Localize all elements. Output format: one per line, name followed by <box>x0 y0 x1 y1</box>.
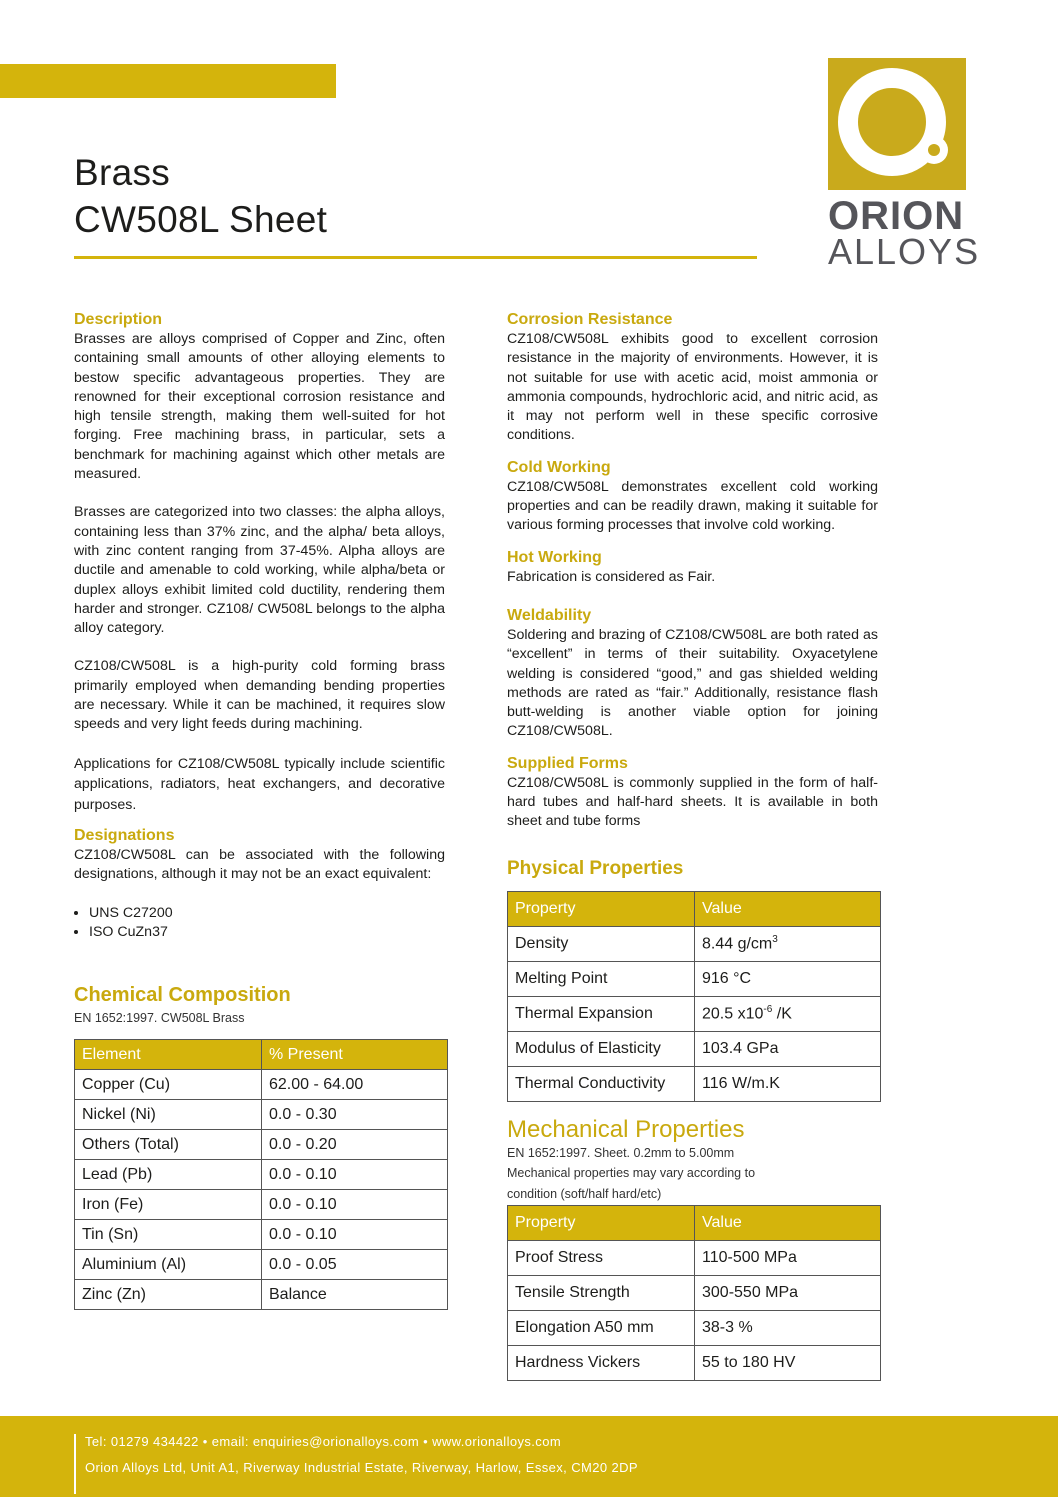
table-row <box>75 1250 448 1280</box>
designations-text: CZ108/CW508L can be associated with the following designations, although it may not be an exact equivalent: <box>74 847 445 883</box>
table-row <box>75 1190 448 1220</box>
right-column <box>507 310 878 1381</box>
table-row <box>75 1100 448 1130</box>
table-row <box>75 1160 448 1190</box>
description-paragraph-4: Applications for CZ108/CW508L typically include scientific applications, radiators, heat exchangers, and decorative purposes. <box>74 755 445 813</box>
value-cell: 0.0 - 0.05 <box>262 1250 448 1280</box>
table-header-row <box>508 1205 881 1240</box>
table-header-row <box>75 1040 448 1070</box>
value-cell: 0.0 - 0.10 <box>262 1190 448 1220</box>
physical-properties-heading: Physical Properties <box>507 857 684 879</box>
element-cell: Others (Total) <box>75 1130 262 1160</box>
element-cell: Copper (Cu) <box>75 1070 262 1100</box>
mechanical-subtitle-2: Mechanical properties may vary according to <box>507 1165 756 1180</box>
property-cell: Density <box>508 926 695 961</box>
property-cell: Hardness Vickers <box>508 1345 695 1380</box>
top-accent-bar <box>0 64 336 98</box>
designations-heading: Designations <box>74 827 175 845</box>
supplied-forms-text: CZ108/CW508L is commonly supplied in the form of half-hard tubes and half-hard sheets. It is available in both sheet and tube forms <box>507 774 878 830</box>
supplied-forms-heading: Supplied Forms <box>507 754 628 772</box>
table-row <box>508 1031 881 1066</box>
mechanical-properties-heading: Mechanical Properties <box>507 1115 745 1143</box>
property-cell: Proof Stress <box>508 1240 695 1275</box>
list-item: • ISO CuZn37 <box>89 923 445 942</box>
description-paragraph-2: Brasses are categorized into two classes: the alpha alloys, containing less than 37% zinc, and the alpha/ beta alloys, with zinc content ranging from 37-45%. Alpha alloys are ductile and amenable to cold working, while alpha/beta or duplex alloys exhibit limited cold ductility, rendering them harder and stronger. CZ108/ CW508L belongs to the alpha alloy category. <box>74 504 445 637</box>
table-row <box>75 1070 448 1100</box>
property-cell: Modulus of Elasticity <box>508 1031 695 1066</box>
value-cell: 116 W/m.K <box>695 1066 881 1101</box>
column-header-value: Value <box>695 1205 881 1240</box>
value-cell: 110-500 MPa <box>695 1240 881 1275</box>
element-cell: Nickel (Ni) <box>75 1100 262 1130</box>
cold-working-text: CZ108/CW508L demonstrates excellent cold working properties and can be readily drawn, making it suitable for various forming processes that involve cold working. <box>507 478 878 534</box>
value-cell: 38-3 % <box>695 1310 881 1345</box>
table-row <box>75 1130 448 1160</box>
property-cell: Thermal Conductivity <box>508 1066 695 1101</box>
table-row <box>508 1275 881 1310</box>
footer-address: Orion Alloys Ltd, Unit A1, Riverway Industrial Estate, Riverway, Harlow, Essex, CM20 2DP <box>85 1460 638 1475</box>
mechanical-properties-table <box>507 1205 881 1381</box>
column-header-property: Property <box>508 1205 695 1240</box>
element-cell: Lead (Pb) <box>75 1160 262 1190</box>
page-title: Brass <box>74 152 171 193</box>
column-header-present: % Present <box>262 1040 448 1070</box>
value-cell: 300-550 MPa <box>695 1275 881 1310</box>
table-row <box>508 961 881 996</box>
description-paragraph-3: CZ108/CW508L is a high-purity cold forming brass primarily employed when demanding bending properties are necessary. While it can be machined, it requires slow speeds and very light feeds during machining. <box>74 658 445 733</box>
title-divider <box>74 256 757 259</box>
value-cell: 0.0 - 0.10 <box>262 1220 448 1250</box>
chemical-subtitle: EN 1652:1997. CW508L Brass <box>74 1011 245 1026</box>
footer-contact: Tel: 01279 434422 • email: enquiries@orionalloys.com • www.orionalloys.com <box>85 1434 562 1449</box>
chemical-composition-table <box>74 1039 448 1310</box>
table-header-row <box>508 891 881 926</box>
value-cell: 0.0 - 0.30 <box>262 1100 448 1130</box>
mechanical-subtitle-3: condition (soft/half hard/etc) <box>507 1186 662 1201</box>
property-cell: Thermal Expansion <box>508 996 695 1031</box>
page-subtitle: CW508L Sheet <box>74 199 328 240</box>
logo-text-orion: ORION <box>828 194 965 238</box>
orion-alloys-logo <box>828 58 981 272</box>
logo-text-alloys: ALLOYS <box>828 231 981 272</box>
left-column <box>74 310 445 1310</box>
description-paragraph-1: Brasses are alloys comprised of Copper and Zinc, often containing small amounts of other alloying elements to bestow specific advantageous properties. They are renowned for their exceptional corrosion resistance and high tensile strength, making them well-suited for hot forging. Free machining brass, in particular, sets a benchmark for machining against which other metals are measured. <box>74 331 445 483</box>
value-cell: 55 to 180 HV <box>695 1345 881 1380</box>
weldability-text: Soldering and brazing of CZ108/CW508L are both rated as “excellent” in terms of their suitability. Oxyacetylene welding is considered “good,” and gas shielded welding methods are rated as “fair.” Additionally, resistance flash butt-welding is another viable option for joining CZ108/CW508L. <box>507 626 878 740</box>
physical-properties-table <box>507 891 881 1102</box>
property-cell: Melting Point <box>508 961 695 996</box>
value-cell: 0.0 - 0.10 <box>262 1160 448 1190</box>
logo-mark <box>828 58 966 190</box>
corrosion-text: CZ108/CW508L exhibits good to excellent corrosion resistance in the majority of environments. However, it is not suitable for use with acetic acid, moist ammonia or ammonia compounds, hydrochloric acid, and nitric acid, as it may not perform well in these specific corrosive conditions. <box>507 331 878 444</box>
element-cell: Tin (Sn) <box>75 1220 262 1250</box>
column-header-value: Value <box>695 891 881 926</box>
value-cell: 8.44 $g/cm^3$ <box>695 926 881 961</box>
value-cell: Balance <box>262 1280 448 1310</box>
description-heading: Description <box>74 311 163 328</box>
hot-working-text: Fabrication is considered as Fair. <box>507 568 716 585</box>
property-cell: Tensile Strength <box>508 1275 695 1310</box>
table-row <box>508 926 881 961</box>
weldability-heading: Weldability <box>507 606 592 624</box>
property-cell: Elongation A50 mm <box>508 1310 695 1345</box>
corrosion-heading: Corrosion Resistance <box>507 311 673 328</box>
table-row <box>508 1240 881 1275</box>
value-cell: 0.0 - 0.20 <box>262 1130 448 1160</box>
element-cell: Aluminium (Al) <box>75 1250 262 1280</box>
element-cell: Iron (Fe) <box>75 1190 262 1220</box>
list-item: • UNS C27200 <box>89 904 445 923</box>
table-row <box>508 1310 881 1345</box>
table-row <box>508 996 881 1031</box>
table-row <box>508 1066 881 1101</box>
value-cell: 20.5 $x10^{-6}$ /K <box>695 996 881 1031</box>
footer-divider <box>74 1434 76 1494</box>
value-cell: 62.00 - 64.00 <box>262 1070 448 1100</box>
mechanical-subtitle-1: EN 1652:1997. Sheet. 0.2mm to 5.00mm <box>507 1145 735 1160</box>
q-logo-icon <box>828 58 966 190</box>
table-row <box>508 1345 881 1380</box>
chemical-composition-heading: Chemical Composition <box>74 984 291 1007</box>
element-cell: Zinc (Zn) <box>75 1280 262 1310</box>
table-row <box>75 1280 448 1310</box>
designations-list <box>74 904 445 943</box>
cold-working-heading: Cold Working <box>507 458 611 476</box>
value-cell: 916 °C <box>695 961 881 996</box>
column-header-property: Property <box>508 891 695 926</box>
hot-working-heading: Hot Working <box>507 548 602 566</box>
footer <box>0 1416 1058 1497</box>
value-cell: 103.4 GPa <box>695 1031 881 1066</box>
table-row <box>75 1220 448 1250</box>
column-header-element: Element <box>75 1040 262 1070</box>
